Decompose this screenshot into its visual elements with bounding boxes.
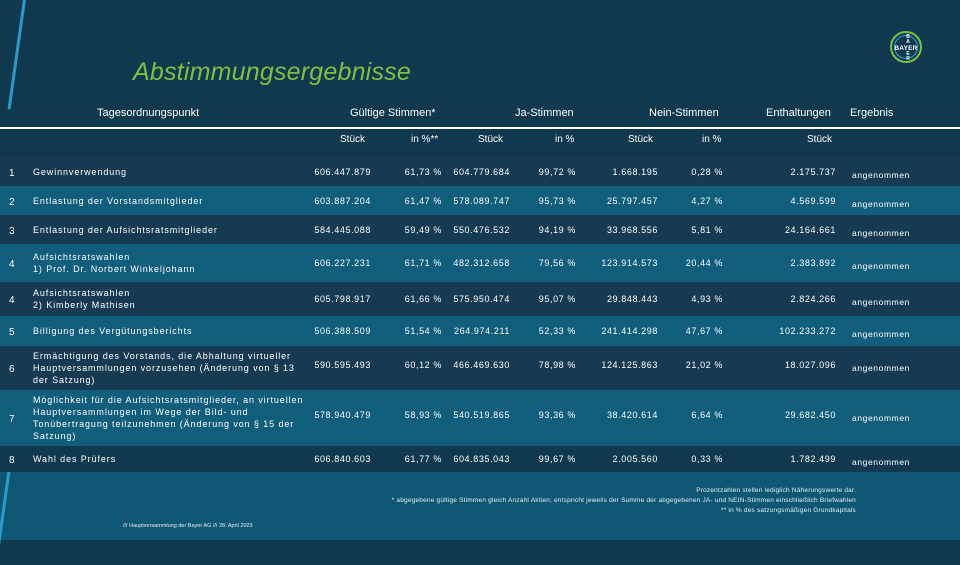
abstentions-cell: 18.027.096 — [784, 360, 836, 370]
no-percent-cell: 47,67 % — [685, 326, 723, 336]
valid-votes-cell: 506.388.509 — [314, 326, 371, 336]
valid-percent-cell: 61,77 % — [404, 454, 442, 464]
unit-yes-percent: in % — [555, 134, 575, 145]
result-cell: angenommen — [852, 413, 910, 423]
accent-line-top — [8, 0, 32, 109]
agenda-text-line: der Satzung) — [33, 375, 96, 385]
yes-votes-cell: 604.835.043 — [453, 454, 510, 464]
table-row — [0, 186, 960, 215]
result-cell: angenommen — [852, 297, 910, 307]
row-number: 4 — [9, 295, 15, 306]
valid-percent-cell: 61,73 % — [404, 166, 442, 177]
valid-votes-cell: 584.445.088 — [314, 224, 371, 235]
no-percent-cell: 4,93 % — [691, 294, 723, 304]
agenda-text-line: Aufsichtsratswahlen — [33, 288, 131, 298]
row-number: 6 — [9, 364, 15, 375]
unit-valid-pieces: Stück — [340, 134, 366, 145]
yes-votes-cell: 540.519.865 — [453, 410, 510, 420]
unit-yes-pieces: Stück — [478, 134, 504, 145]
footnote-share-capital: ** in % des satzungsmäßigen Grundkapitals — [720, 507, 856, 514]
no-percent-cell: 5,81 % — [691, 224, 723, 235]
row-number: 5 — [9, 327, 15, 338]
result-cell: angenommen — [852, 457, 910, 467]
agenda-text-line: Hauptversammlungen vorzusehen (Änderung von § 13 — [33, 363, 295, 373]
yes-percent-cell: 78,98 % — [538, 360, 576, 370]
valid-percent-cell: 51,54 % — [404, 326, 442, 336]
row-number: 1 — [9, 167, 15, 179]
valid-votes-cell: 603.887.204 — [314, 195, 371, 206]
result-cell: angenommen — [852, 261, 910, 271]
header-result: Ergebnis — [850, 107, 894, 119]
agenda-text-line: 1) Prof. Dr. Norbert Winkeljohann — [33, 264, 196, 274]
valid-votes-cell: 606.447.879 — [314, 166, 371, 177]
abstentions-cell: 1.782.499 — [790, 454, 836, 464]
yes-votes-cell: 575.950.474 — [453, 294, 510, 304]
table-row — [0, 282, 960, 316]
yes-percent-cell: 99,72 % — [538, 166, 576, 177]
row-number: 2 — [9, 196, 15, 208]
no-votes-cell: 38.420.614 — [606, 410, 658, 420]
agenda-text-line: Ermächtigung des Vorstands, die Abhaltung virtueller — [33, 351, 291, 361]
yes-percent-cell: 95,73 % — [538, 195, 576, 206]
agenda-text-line: Entlastung der Vorstandsmitglieder — [33, 195, 204, 206]
no-percent-cell: 4,27 % — [691, 195, 723, 206]
header-agenda: Tagesordnungspunkt — [97, 107, 200, 119]
no-votes-cell: 29.848.443 — [606, 294, 658, 304]
yes-percent-cell: 94,19 % — [538, 224, 576, 235]
no-votes-cell: 241.414.298 — [601, 326, 658, 336]
agenda-text-line: 2) Kimberly Mathisen — [33, 300, 136, 310]
bayer-logo — [890, 31, 922, 63]
yes-percent-cell: 99,67 % — [538, 454, 576, 464]
yes-votes-cell: 264.974.211 — [454, 326, 510, 336]
table-row — [0, 316, 960, 346]
header-valid-votes: Gültige Stimmen* — [350, 107, 436, 119]
row-number: 4 — [9, 259, 15, 270]
logo-horizontal-text: BAYER — [894, 45, 918, 52]
valid-votes-cell: 606.840.603 — [314, 454, 371, 464]
header-divider — [0, 127, 960, 129]
table-row — [0, 346, 960, 390]
header-no-votes: Nein-Stimmen — [649, 107, 719, 119]
no-votes-cell: 123.914.573 — [601, 258, 658, 268]
no-percent-cell: 0,28 % — [691, 166, 723, 177]
abstentions-cell: 102.233.272 — [779, 326, 836, 336]
valid-percent-cell: 59,49 % — [404, 224, 442, 235]
unit-no-percent: in % — [702, 134, 722, 145]
result-cell: angenommen — [852, 198, 910, 209]
abstentions-cell: 2.824.266 — [790, 294, 836, 304]
table-row — [0, 390, 960, 446]
yes-percent-cell: 79,56 % — [538, 258, 576, 268]
result-cell: angenommen — [852, 169, 910, 180]
logo-vertical-top: B A — [906, 34, 910, 46]
row-number: 3 — [9, 225, 15, 237]
yes-votes-cell: 578.089.747 — [453, 195, 510, 206]
agenda-text-line: Hauptversammlungen im Wege der Bild- und — [33, 407, 249, 417]
footnote-approximation: Prozentzahlen stellen lediglich Näherungswerte dar. — [696, 487, 856, 494]
agenda-text-line: Gewinnverwendung — [33, 166, 127, 177]
agenda-text-line: Satzung) — [33, 431, 77, 441]
valid-votes-cell: 590.595.493 — [314, 360, 371, 370]
logo-vertical-bottom: E R — [906, 51, 910, 63]
no-votes-cell: 1.668.195 — [612, 166, 658, 177]
table-row — [0, 157, 960, 186]
valid-percent-cell: 60,12 % — [404, 360, 442, 370]
valid-percent-cell: 61,66 % — [404, 294, 442, 304]
yes-percent-cell: 95,07 % — [538, 294, 576, 304]
valid-votes-cell: 606.227.231 — [314, 258, 371, 268]
abstentions-cell: 29.682.450 — [784, 410, 836, 420]
yes-votes-cell: 604.779.684 — [453, 166, 510, 177]
no-votes-cell: 25.797.457 — [606, 195, 658, 206]
footer-event: /// Hauptversammlung der Bayer AG /// 28. April 2023 — [123, 523, 253, 529]
row-number: 8 — [9, 455, 15, 466]
row-number: 7 — [9, 414, 15, 425]
unit-no-pieces: Stück — [628, 134, 654, 145]
valid-votes-cell: 605.798.917 — [314, 294, 371, 304]
abstentions-cell: 2.383.892 — [790, 258, 836, 268]
yes-percent-cell: 52,33 % — [538, 326, 576, 336]
abstentions-cell: 24.164.661 — [784, 224, 836, 235]
footnote-valid-votes: * abgegebene gültige Stimmen gleich Anzahl Aktien; entspricht jeweils der Summe der abgegebenen JA- und NEIN-Stimmen einschließlich Briefwahlen — [391, 497, 856, 504]
no-votes-cell: 33.968.556 — [606, 224, 658, 235]
abstentions-cell: 2.175.737 — [790, 166, 836, 177]
table-row — [0, 215, 960, 244]
unit-abstention-pieces: Stück — [807, 134, 833, 145]
no-percent-cell: 20,44 % — [685, 258, 723, 268]
result-cell: angenommen — [852, 227, 910, 238]
table-row — [0, 244, 960, 282]
yes-votes-cell: 550.476.532 — [453, 224, 510, 235]
agenda-text-line: Wahl des Prüfers — [33, 454, 117, 464]
no-votes-cell: 2.005.560 — [612, 454, 658, 464]
agenda-text-line: Entlastung der Aufsichtsratsmitglieder — [33, 224, 218, 235]
abstentions-cell: 4.569.599 — [790, 195, 836, 206]
header-yes-votes: Ja-Stimmen — [515, 107, 574, 119]
agenda-text-line: Billigung des Vergütungsberichts — [33, 326, 193, 336]
table-row — [0, 446, 960, 472]
bottom-band — [0, 472, 960, 540]
valid-percent-cell: 58,93 % — [404, 410, 442, 420]
yes-votes-cell: 482.312.658 — [453, 258, 510, 268]
agenda-text-line: Tonübertragung teilzunehmen (Änderung von § 15 der — [33, 419, 295, 429]
agenda-text-line: Aufsichtsratswahlen — [33, 252, 131, 262]
no-votes-cell: 124.125.863 — [601, 360, 658, 370]
unit-valid-percent: in %** — [411, 134, 439, 145]
yes-votes-cell: 466.469.630 — [453, 360, 510, 370]
yes-percent-cell: 93,36 % — [538, 410, 576, 420]
page-title: Abstimmungsergebnisse — [133, 58, 411, 86]
result-cell: angenommen — [852, 363, 910, 373]
result-cell: angenommen — [852, 329, 910, 339]
header-abstentions: Enthaltungen — [766, 107, 831, 119]
no-percent-cell: 6,64 % — [691, 410, 723, 420]
agenda-text-line: Möglichkeit für die Aufsichtsratsmitglieder, an virtuellen — [33, 395, 304, 405]
valid-votes-cell: 578.940.479 — [314, 410, 371, 420]
no-percent-cell: 21,02 % — [685, 360, 723, 370]
no-percent-cell: 0,33 % — [691, 454, 723, 464]
valid-percent-cell: 61,71 % — [404, 258, 442, 268]
valid-percent-cell: 61,47 % — [404, 195, 442, 206]
